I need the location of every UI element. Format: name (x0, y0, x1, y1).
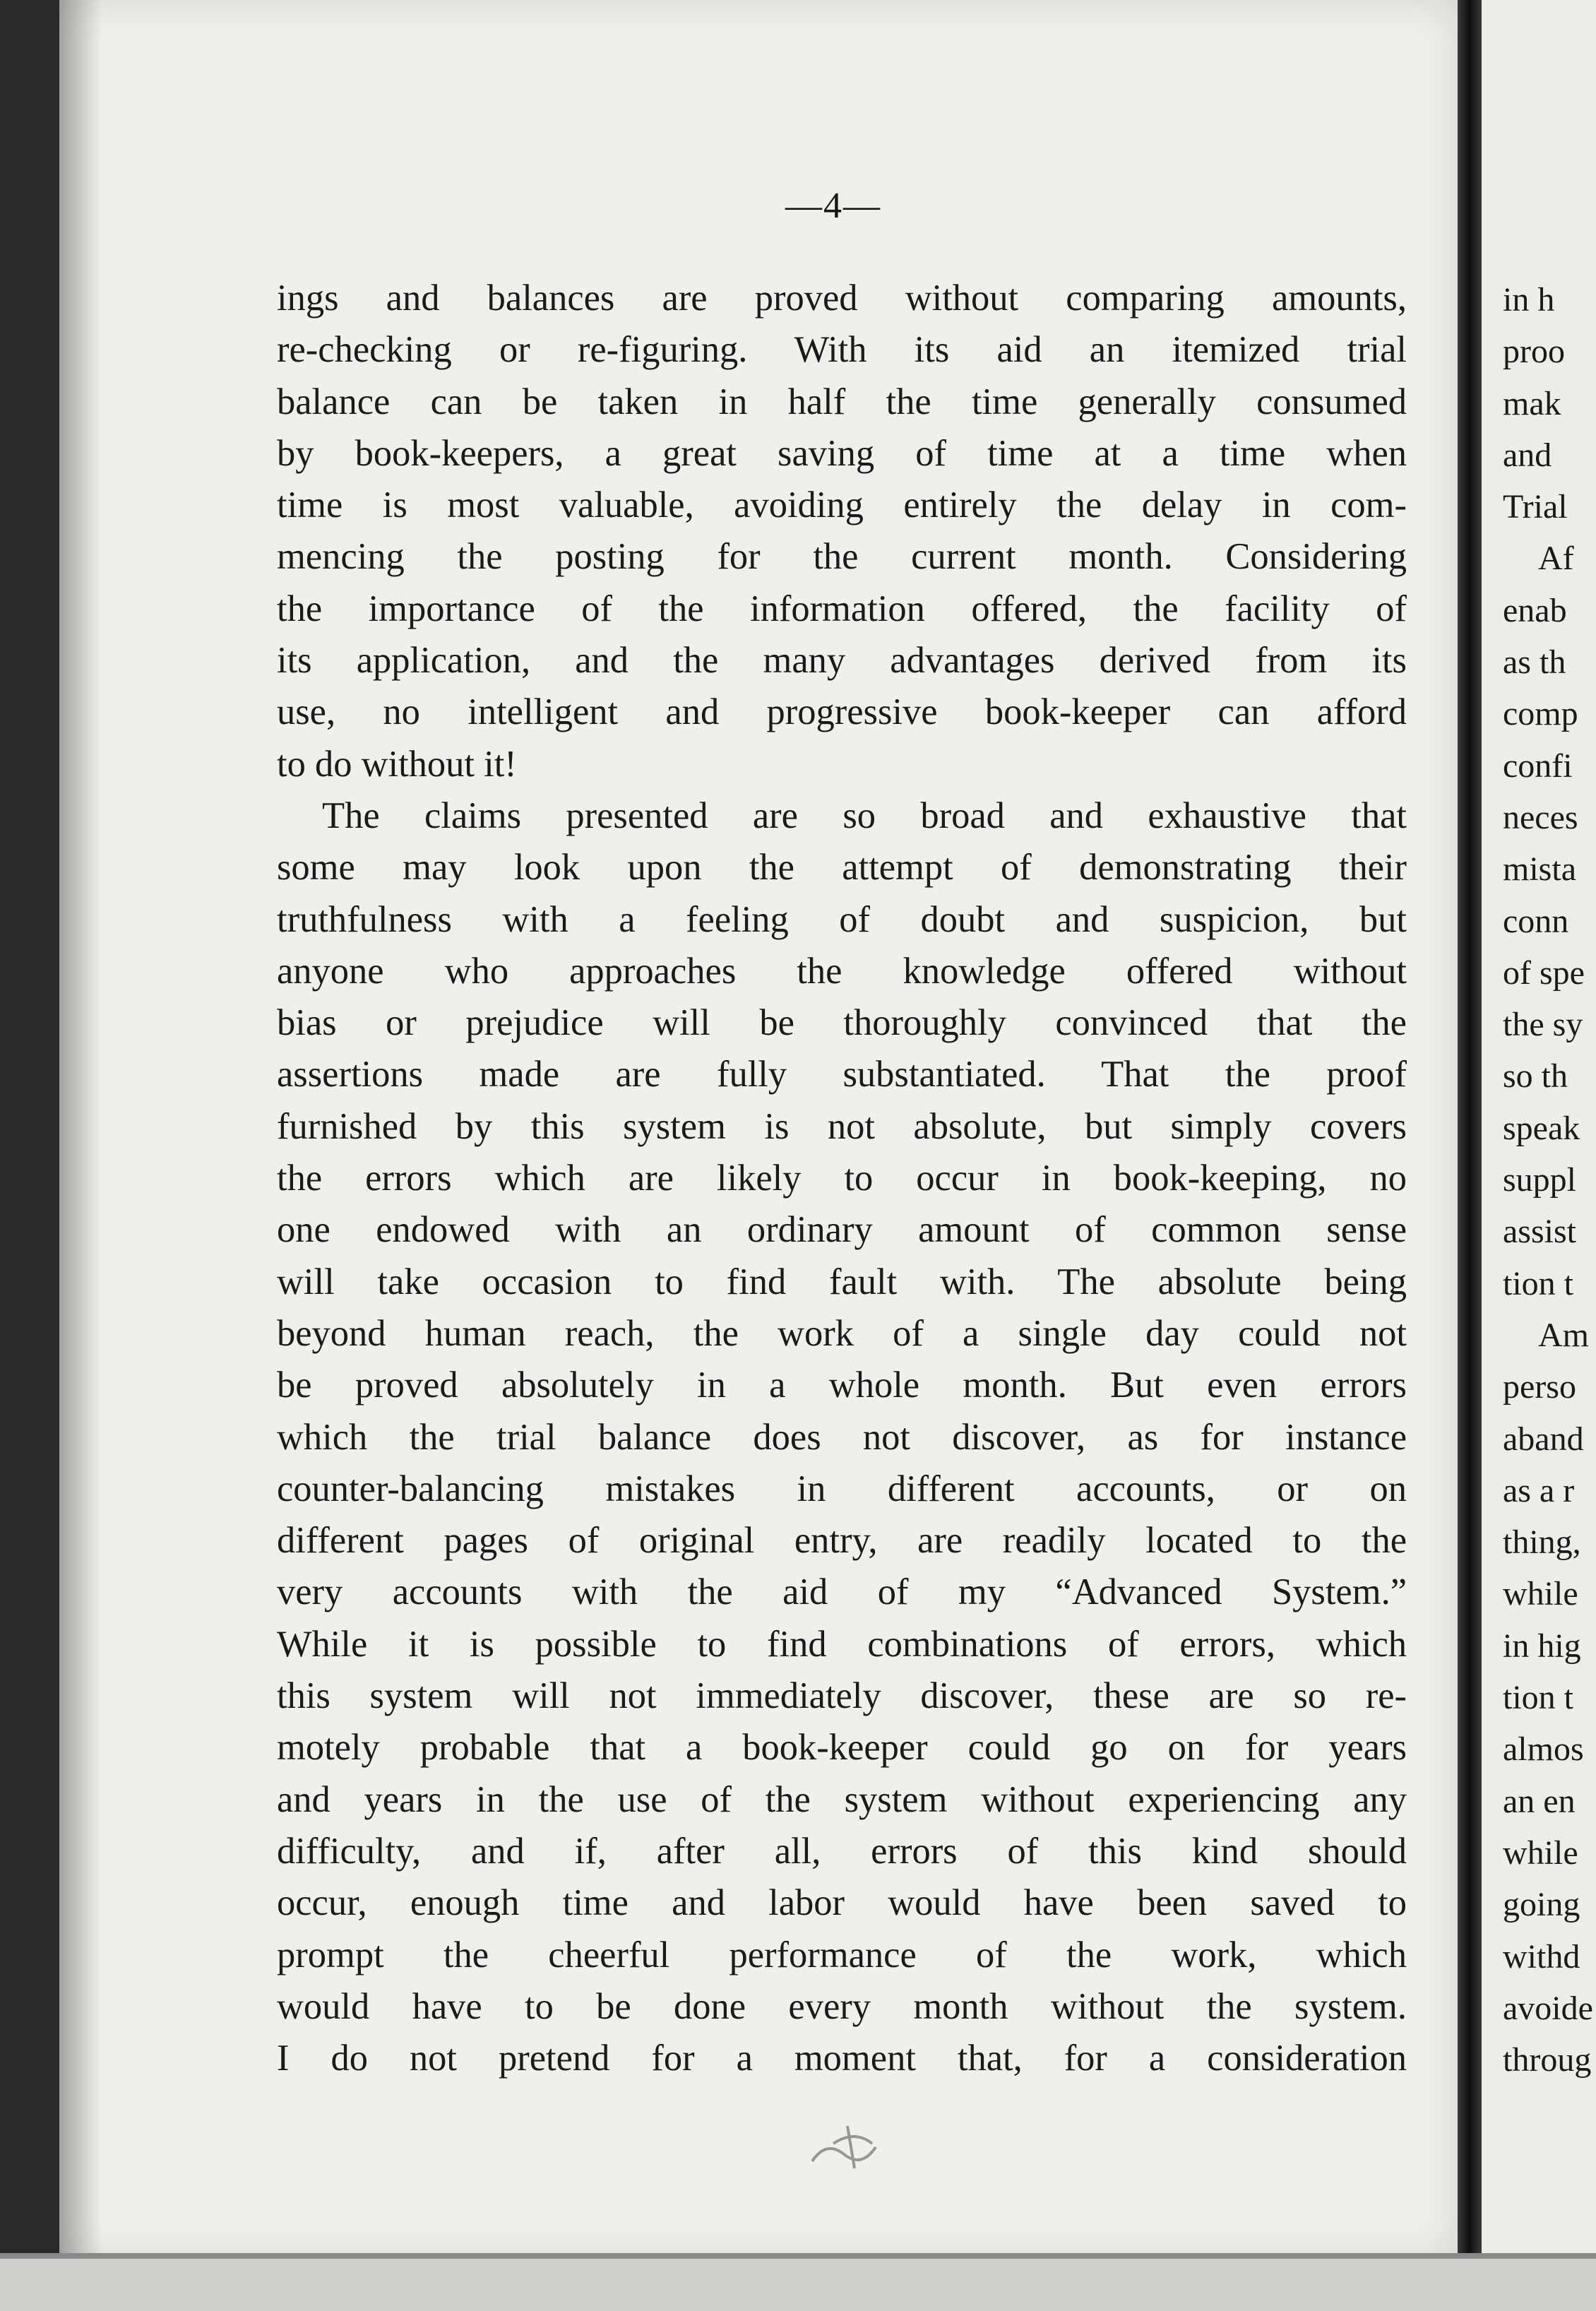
text-line: withd (1503, 1937, 1580, 1976)
text-line: throug (1503, 2041, 1592, 2079)
text-line: thing, (1503, 1523, 1581, 1562)
text-line: ings and balances are proved without comparing amounts, (277, 278, 1407, 319)
text-line: tion t (1503, 1264, 1574, 1302)
text-line: neces (1503, 798, 1578, 836)
text-line: in h (1503, 281, 1555, 319)
text-line: tion t (1503, 1679, 1574, 1717)
text-line: very accounts with the aid of my “Advanced System.” (277, 1572, 1407, 1613)
text-line: which the trial balance does not discover, as for instance (277, 1416, 1407, 1458)
text-line: counter-balancing mistakes in different accounts, or on (277, 1468, 1407, 1509)
text-line: mak (1503, 384, 1561, 422)
text-line: motely probable that a book-keeper could go on for years (277, 1727, 1407, 1769)
text-line: and (1503, 436, 1552, 474)
text-line: while (1503, 1575, 1578, 1613)
text-line: truthfulness with a feeling of doubt and suspicion, but (277, 898, 1407, 940)
text-line: comp (1503, 695, 1578, 733)
text-line: almos (1503, 1730, 1584, 1769)
text-line: of spe (1503, 953, 1585, 992)
text-line: while (1503, 1834, 1578, 1872)
text-line: as a r (1503, 1471, 1575, 1509)
text-line: some may look upon the attempt of demonstrating their (277, 847, 1407, 889)
text-line: occur, enough time and labor would have been saved to (277, 1882, 1407, 1924)
text-line: Af (1538, 540, 1574, 578)
text-line: in hig (1503, 1627, 1581, 1665)
left-page-edge-shadow (59, 0, 102, 2260)
text-line: avoide (1503, 1989, 1593, 2027)
text-line: the sy (1503, 1006, 1583, 1044)
text-line: anyone who approaches the knowledge offered without (277, 950, 1407, 992)
text-line: use, no intelligent and progressive book-keeper can afford (277, 691, 1407, 733)
left-page-body-text (277, 273, 1407, 2084)
text-line: and years in the use of the system without experiencing any (277, 1778, 1407, 1820)
text-line: assertions made are fully substantiated. That the proof (277, 1054, 1407, 1095)
text-line: confi (1503, 747, 1573, 785)
text-line: this system will not immediately discover, these are so re- (277, 1675, 1407, 1717)
text-line: going (1503, 1886, 1580, 1924)
text-line: mista (1503, 850, 1576, 889)
text-line: time is most valuable, avoiding entirely the delay in com- (277, 485, 1407, 526)
text-line: would have to be done every month without the system. (277, 1985, 1407, 2027)
page-number: —4— (785, 186, 881, 226)
text-line: balance can be taken in half the time generally consumed (277, 381, 1407, 422)
text-line: bias or prejudice will be thoroughly convinced that the (277, 1002, 1407, 1044)
text-line: aband (1503, 1420, 1584, 1458)
bottom-page-edge (0, 2253, 1596, 2311)
text-line: as th (1503, 643, 1566, 682)
ink-smudge-mark (805, 2112, 904, 2175)
text-line: furnished by this system is not absolute, but simply covers (277, 1105, 1407, 1147)
right-page-partial-text (1503, 274, 1593, 2086)
text-line: prompt the cheerful performance of the work, which (277, 1934, 1407, 1976)
text-line: one endowed with an ordinary amount of common sense (277, 1209, 1407, 1251)
text-line: different pages of original entry, are readily located to the (277, 1520, 1407, 1562)
text-line: its application, and the many advantages derived from its (277, 640, 1407, 682)
text-line: The claims presented are so broad and exhaustive that (322, 795, 1407, 836)
text-line: re-checking or re-figuring. With its aid an itemized trial (277, 329, 1407, 371)
text-line: by book-keepers, a great saving of time at a time when (277, 432, 1407, 474)
text-line: so th (1503, 1057, 1568, 1095)
text-line: beyond human reach, the work of a single day could not (277, 1312, 1407, 1354)
text-line: I do not pretend for a moment that, for a consideration (277, 2038, 1407, 2079)
text-line: Trial (1503, 488, 1568, 526)
text-line: the errors which are likely to occur in book-keeping, no (277, 1158, 1407, 1199)
text-line: mencing the posting for the current month. Considering (277, 536, 1407, 578)
text-line: While it is possible to find combinations of errors, which (277, 1623, 1407, 1665)
text-line: proo (1503, 333, 1565, 371)
text-line: suppl (1503, 1161, 1577, 1199)
text-line: to do without it! (277, 743, 517, 785)
text-line: assist (1503, 1213, 1577, 1251)
text-line: difficulty, and if, after all, errors of this kind should (277, 1830, 1407, 1872)
text-line: Am (1538, 1316, 1589, 1354)
text-line: will take occasion to find fault with. The absolute being (277, 1261, 1407, 1302)
text-line: enab (1503, 591, 1567, 629)
book-gutter (1458, 0, 1482, 2267)
text-line: be proved absolutely in a whole month. But even errors (277, 1365, 1407, 1406)
text-line: speak (1503, 1109, 1580, 1147)
text-line: perso (1503, 1368, 1576, 1406)
text-line: conn (1503, 902, 1569, 940)
text-line: the importance of the information offered, the facility of (277, 588, 1407, 629)
text-line: an en (1503, 1782, 1576, 1820)
